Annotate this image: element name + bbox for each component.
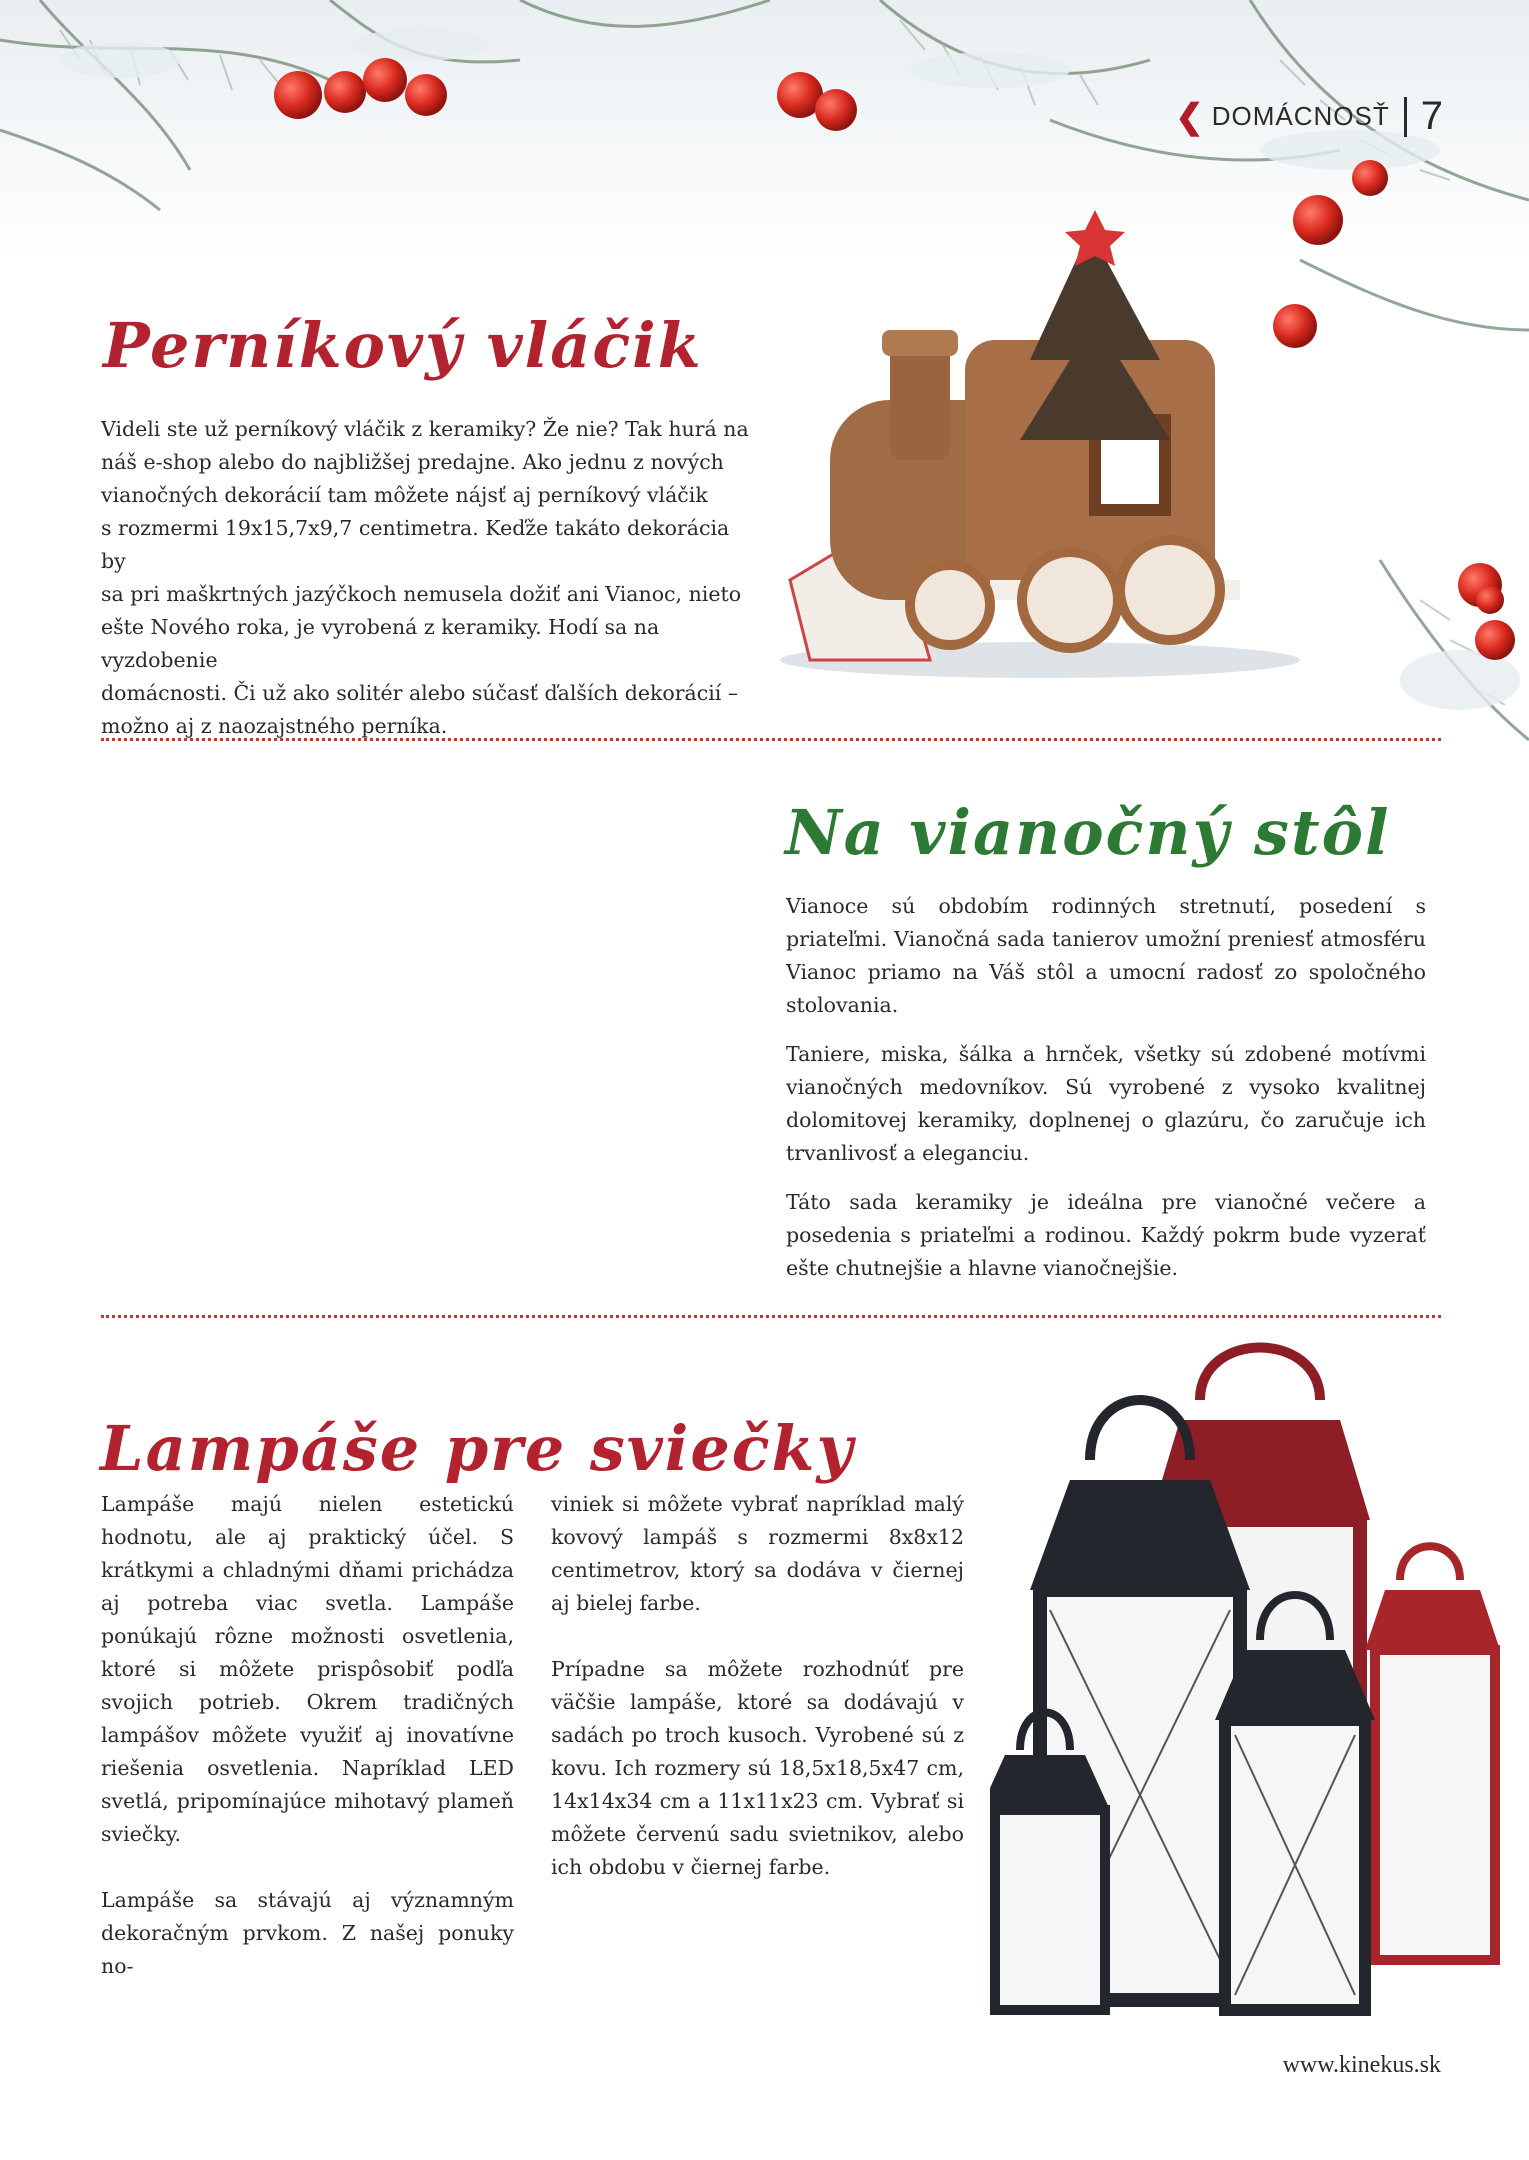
lanterns-image (990, 1340, 1510, 2030)
paragraph: viniek si môžete vybrať napríklad malý kovový lampáš s rozmermi 8x8x12 centimetrov, ktorý sa dodáva v čiernej aj bielej farbe. (551, 1492, 964, 1615)
gingerbread-train-image (780, 210, 1300, 678)
paragraph: Prípadne sa môžete rozhodnúť pre väčšie lampáše, ktoré sa dodávajú v sadách po troch kusoch. Vyrobené sú z kovu. Ich rozmery sú 18,5x18,5x47 cm, 14x14x34 cm a 11x11x23 cm. Vybrať si môžete červenú sadu svietnikov, alebo ich obdobu v čiernej farbe. (551, 1657, 964, 1879)
text-line: s rozmermi 19x15,7x9,7 centimetra. Keďže takáto dekorácia by (101, 516, 730, 573)
page-number: 7 (1420, 94, 1443, 138)
footer-website: www.kinekus.sk (1282, 2052, 1441, 2078)
paragraph: Taniere, miska, šálka a hrnček, všetky sú zdobené motívmi vianočných medovníkov. Sú vyrobené z vysoko kvalitnej dolomitovej keramiky, doplnenej o glazúru, čo zaručuje ich trvanlivosť a eleganciu. (786, 1042, 1426, 1165)
header-divider (1404, 97, 1407, 137)
table-body-text (786, 890, 1426, 1301)
paragraph: Táto sada keramiky je ideálna pre vianočné večere a posedenia s priateľmi a rodinou. Každý pokrm bude vyzerať ešte chutnejšie a hlavne vianočnejšie. (786, 1190, 1426, 1280)
text-line: domácnosti. Či už ako solitér alebo súčasť ďalších dekorácií – (101, 681, 739, 705)
section-title-train: Perníkový vláčik (103, 309, 703, 382)
chevron-left-icon: ❮ (1175, 97, 1204, 136)
paragraph: Lampáše majú nielen estetickú hodnotu, ale aj praktický účel. S krátkymi a chladnými dňami prichádza aj potreba viac svetla. Lampáše ponúkajú rôzne možnosti osvetlenia, ktoré si môžete prispôsobiť podľa svojich potrieb. Okrem tradičných lampášov môžete využiť aj inovatívne riešenia osvetlenia. Napríklad LED svetlá, pripomínajúce mihotavý plameň sviečky. (101, 1492, 514, 1846)
train-body-text (101, 413, 751, 743)
dotted-divider (101, 1315, 1441, 1318)
paragraph: Lampáše sa stávajú aj významným dekoračným prvkom. Z našej ponuky no- (101, 1888, 514, 1978)
lanterns-text-column-2 (551, 1488, 964, 1917)
section-header (1175, 94, 1443, 139)
dotted-divider (101, 738, 1441, 741)
text-line: možno aj z naozajstného perníka. (101, 714, 448, 738)
section-name: DOMÁCNOSŤ (1211, 101, 1390, 131)
text-line: náš e-shop alebo do najbližšej predajne. Ako jednu z nových (101, 450, 724, 474)
section-title-lanterns: Lampáše pre sviečky (100, 1412, 855, 1485)
paragraph: Vianoce sú obdobím rodinných stretnutí, posedení s priateľmi. Vianočná sada tanierov umožní preniesť atmosféru Vianoc priamo na Váš stôl a umocní radosť zo spoločného stolovania. (786, 894, 1426, 1017)
text-line: Videli ste už perníkový vláčik z keramiky? Že nie? Tak hurá na (101, 417, 749, 441)
lanterns-text-column-1 (101, 1488, 514, 2016)
text-line: sa pri maškrtných jazýčkoch nemusela dožiť ani Vianoc, nieto (101, 582, 742, 606)
section-title-table: Na vianočný stôl (785, 796, 1391, 869)
text-line: ešte Nového roka, je vyrobená z keramiky. Hodí sa na vyzdobenie (101, 615, 660, 672)
text-line: vianočných dekorácií tam môžete nájsť aj perníkový vláčik (101, 483, 708, 507)
